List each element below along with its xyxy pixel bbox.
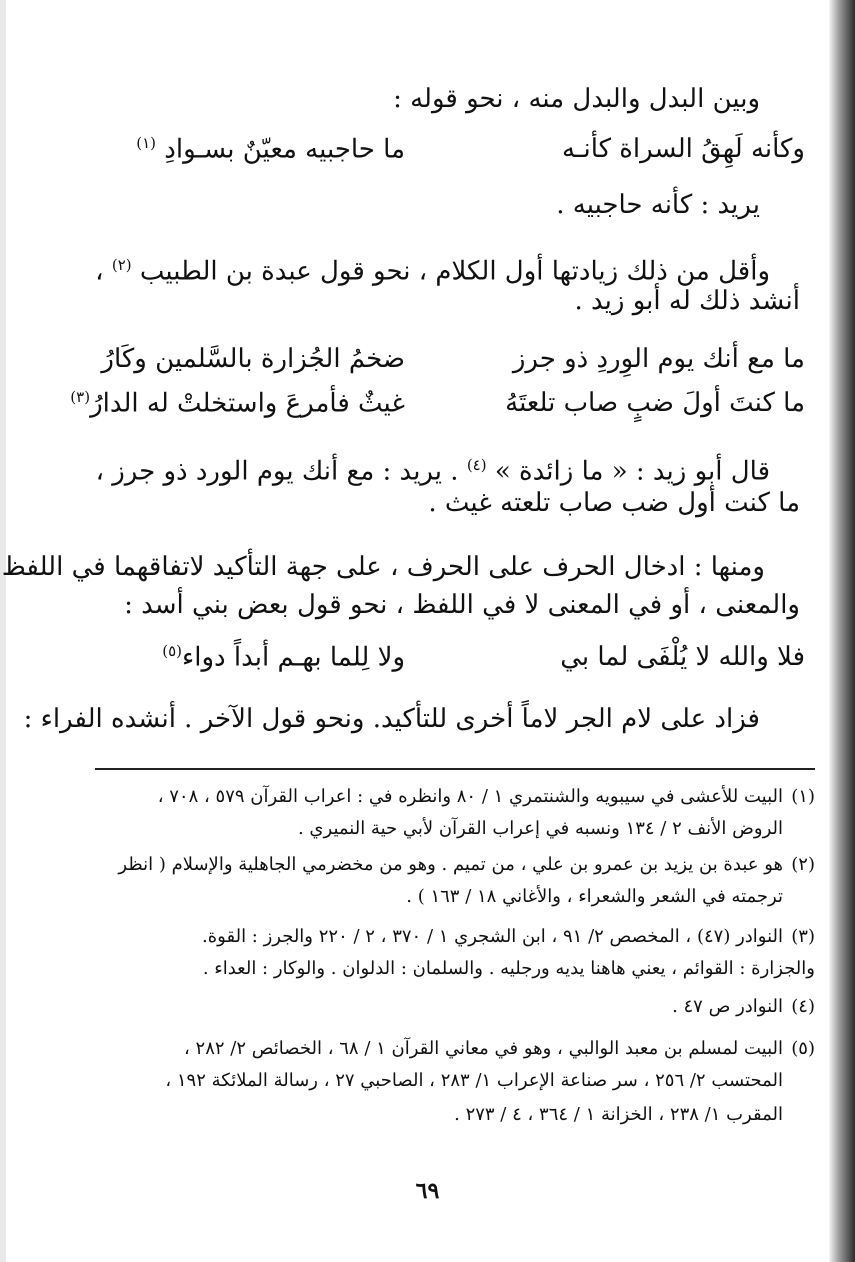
body-line: قال أبو زيد : « ما زائدة » $^{(٤)}$ . يريد : مع أنك يوم الورد ذو جرز ، xyxy=(95,456,770,487)
footnote-number: (١) xyxy=(791,786,815,807)
footnote-number: (٤) xyxy=(791,996,815,1017)
footnote-ref-5[interactable]: (٥) xyxy=(162,642,183,660)
verse-1-first-hemistich: وكأنه لَهِقُ السراة كأنـه xyxy=(561,134,805,164)
footnote-5: (٥)البيت لمسلم بن معبد الوالبي ، وهو في معاني القرآن ١ / ٦٨ ، الخصائص ٢/ ٢٨٢ ، xyxy=(35,1034,815,1064)
body-line: أنشد ذلك له أبو زيد . xyxy=(574,286,800,316)
footnote-3: (٣)النوادر (٤٧) ، المخصص ٢/ ٩١ ، ابن الشجري ١ / ٣٧٠ ، ٢ / ٢٢٠ والجرز : القوة. xyxy=(35,922,815,952)
footnote-ref-1[interactable]: (١) xyxy=(136,134,156,152)
footnote-ref-3[interactable]: (٣) xyxy=(70,388,91,406)
footnote-2-cont: ترجمته في الشعر والشعراء ، والأغاني ١٨ / ١٦٣ ) . xyxy=(406,886,783,907)
verse-2a-first-hemistich: ما مع أنك يوم الوِردِ ذو جرز xyxy=(512,344,805,374)
footnote-number: (٣) xyxy=(791,926,815,947)
verse-1 xyxy=(45,134,805,174)
verse-2b xyxy=(45,388,805,428)
verse-3-second-hemistich: ولا لِلما بهـم أبداً دواء$^{(٥)}$ xyxy=(162,642,405,673)
body-line: ومنها : ادخال الحرف على الحرف ، على جهة التأكيد لاتفاقهما في اللفظ xyxy=(1,552,765,582)
footnote-2: (٢)هو عبدة بن يزيد بن عمرو بن علي ، من تميم . وهو من مخضرمي الجاهلية والإسلام ( انظر xyxy=(35,850,815,880)
page-number: ٦٩ xyxy=(415,1178,440,1204)
footnote-number: (٥) xyxy=(791,1038,815,1059)
footnote-4: (٤)النوادر ص ٤٧ . xyxy=(35,992,815,1022)
body-line: يريد : كأنه حاجبيه . xyxy=(556,190,760,220)
body-line: وأقل من ذلك زيادتها أول الكلام ، نحو قول عبدة بن الطبيب $^{(٢)}$ ، xyxy=(95,256,770,287)
verse-2a xyxy=(45,344,805,384)
verse-1-second-hemistich: ما حاجبيه معيّنٌ بسـوادِ $^{(١)}$ xyxy=(136,134,405,165)
verse-3 xyxy=(45,642,805,682)
footnote-separator xyxy=(95,768,815,770)
footnote-number: (٢) xyxy=(791,854,815,875)
footnote-ref-2[interactable]: (٢) xyxy=(111,256,132,274)
footnote-1-cont: الروض الأنف ٢ / ١٣٤ ونسبه في إعراب القرآن لأبي حية النميري . xyxy=(297,818,783,839)
verse-2b-second-hemistich: غيثٌ فأمرعَ واستخلتْ له الدارُ$^{(٣)}$ xyxy=(70,388,405,419)
verse-3-first-hemistich: فلا والله لا يُلْفَى لما بي xyxy=(560,642,805,672)
body-line: وبين البدل والبدل منه ، نحو قوله : xyxy=(393,84,760,114)
footnote-1: (١)البيت للأعشى في سيبويه والشنتمري ١ / ٨٠ وانظره في : اعراب القرآن ٥٧٩ ، ٧٠٨ ، xyxy=(35,782,815,812)
footnote-3-cont: والجزارة : القوائم ، يعني هاهنا يديه ورجليه . والسلمان : الدلوان . والوكار : العداء . xyxy=(202,958,815,979)
body-line: والمعنى ، أو في المعنى لا في اللفظ ، نحو قول بعض بني أسد : xyxy=(124,590,800,620)
verse-2b-first-hemistich: ما كنتَ أولَ ضبٍ صاب تلعتَهُ xyxy=(505,388,805,418)
verse-2a-second-hemistich: ضخمُ الجُزارة بالسَّلمين وكَارُ xyxy=(101,344,405,374)
body-line: فزاد على لام الجر لاماً أخرى للتأكيد. ونحو قول الآخر . أنشده الفراء : xyxy=(23,704,760,734)
footnote-5-cont: المحتسب ٢/ ٢٥٦ ، سر صناعة الإعراب ١/ ٢٨٣ ، الصاحبي ٢٧ ، رسالة الملائكة ١٩٢ ، xyxy=(165,1070,783,1091)
footnote-ref-4[interactable]: (٤) xyxy=(466,456,487,474)
body-line: ما كنت أول ضب صاب تلعته غيث . xyxy=(428,488,800,518)
footnote-5-cont: المقرب ١/ ٢٣٨ ، الخزانة ١ / ٣٦٤ ، ٤ / ٢٧٣ . xyxy=(454,1104,783,1125)
